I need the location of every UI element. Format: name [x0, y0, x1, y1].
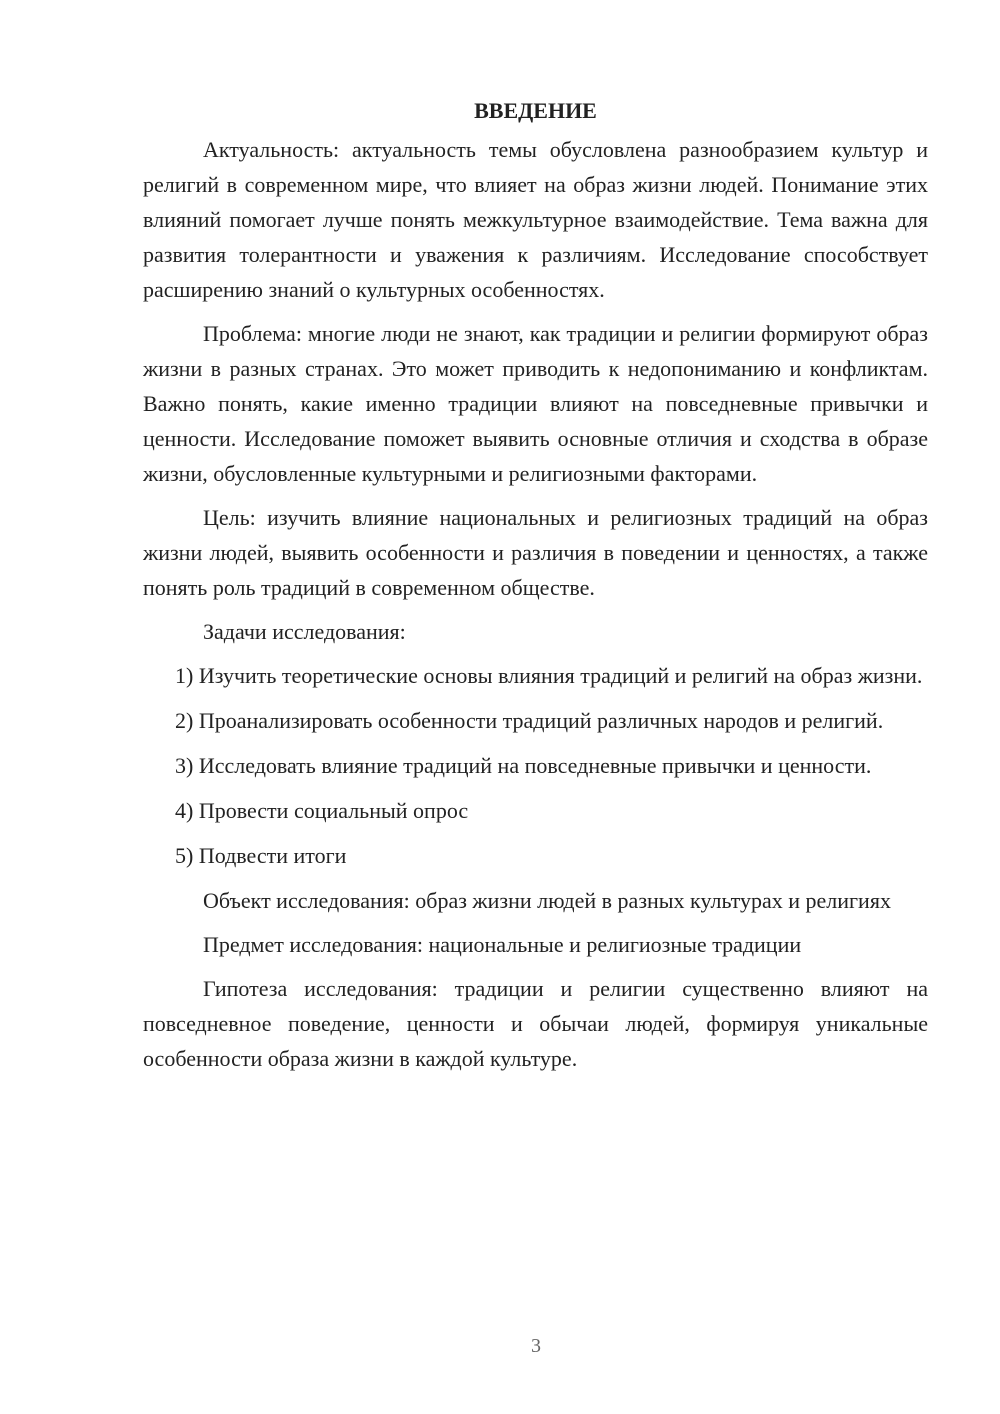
task-item-4: 4) Провести социальный опрос	[175, 798, 469, 823]
tasks-heading: Задачи исследования:	[203, 619, 406, 644]
object-paragraph: Объект исследования: образ жизни людей в разных культурах и религиях	[203, 888, 891, 913]
goal-paragraph: Цель: изучить влияние национальных и религиозных традиций на образ жизни людей, выявить особенности и различия в поведении и ценностях, а также понять роль традиций в современном обществе.	[143, 505, 928, 600]
relevance-paragraph: Актуальность: актуальность темы обусловлена разнообразием культур и религий в современном мире, что влияет на образ жизни людей. Понимание этих влияний помогает лучше понять межкультурное взаимодействие. Тема важна для развития толерантности и уважения к различиям. Исследование способствует расширению знаний о культурных особенностях.	[143, 137, 928, 302]
document-page	[143, 96, 928, 1085]
subject-paragraph: Предмет исследования: национальные и религиозные традиции	[203, 932, 802, 957]
task-item-1: 1) Изучить теоретические основы влияния традиций и религий на образ жизни.	[175, 663, 923, 688]
page-number: 3	[531, 1335, 541, 1357]
task-item-2: 2) Проанализировать особенности традиций различных народов и религий.	[175, 708, 884, 733]
hypothesis-paragraph: Гипотеза исследования: традиции и религии существенно влияют на повседневное поведение, ценности и обычаи людей, формируя уникальные особенности образа жизни в каждой культуре.	[143, 976, 928, 1071]
task-item-3: 3) Исследовать влияние традиций на повседневные привычки и ценности.	[175, 753, 872, 778]
page-title: ВВЕДЕНИЕ	[474, 98, 597, 123]
task-item-5: 5) Подвести итоги	[175, 843, 347, 868]
problem-paragraph: Проблема: многие люди не знают, как традиции и религии формируют образ жизни в разных странах. Это может приводить к недопониманию и конфликтам. Важно понять, какие именно традиции влияют на повседневные привычки и ценности. Исследование поможет выявить основные отличия и сходства в образе жизни, обусловленные культурными и религиозными факторами.	[143, 321, 928, 486]
